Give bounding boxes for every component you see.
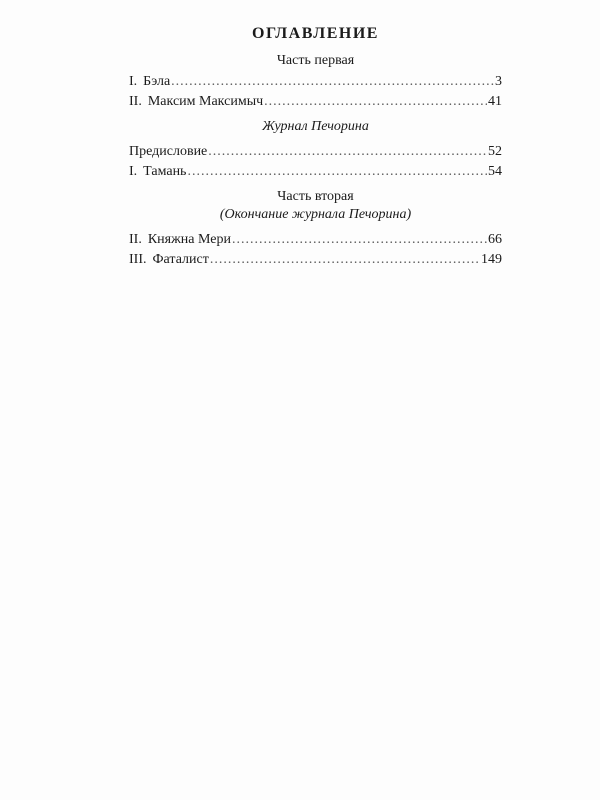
dot-leader (210, 250, 480, 270)
dot-leader (171, 72, 494, 92)
entry-title: Княжна Мери (147, 232, 231, 247)
part-two-subheading: (Окончание журнала Печорина) (219, 207, 412, 222)
entry-number: II. (129, 232, 142, 247)
entry-page-number: 41 (488, 94, 502, 109)
entry-page-number: 149 (481, 252, 502, 267)
entry-title: Бэла (143, 74, 171, 89)
entry-title: Тамань (143, 164, 187, 179)
entry-title: Предисловие (129, 144, 208, 159)
dot-leader (208, 142, 487, 162)
entry-page-number: 66 (488, 232, 502, 247)
entry-page-number: 54 (488, 164, 502, 179)
toc-entry-bela[interactable] (129, 72, 502, 92)
journal-heading: Журнал Печорина (262, 119, 369, 134)
entry-number: I. (129, 164, 138, 179)
entry-page-number: 3 (495, 74, 502, 89)
entry-title: Фаталист (152, 252, 209, 267)
page-title: ОГЛАВЛЕНИЕ (252, 25, 379, 42)
dot-leader (264, 92, 487, 112)
entry-number: I. (129, 74, 138, 89)
dot-leader (187, 162, 487, 182)
part-two-heading: Часть вторая (277, 189, 354, 204)
toc-entry-maksim-maksimych[interactable] (129, 92, 502, 112)
toc-entry-fatalist[interactable] (129, 250, 502, 270)
dot-leader (232, 230, 487, 250)
entry-number: III. (129, 252, 147, 267)
toc-entry-knyazhna-meri[interactable] (129, 230, 502, 250)
entry-title: Максим Максимыч (147, 94, 264, 109)
table-of-contents (129, 24, 502, 270)
toc-entry-taman[interactable] (129, 162, 502, 182)
toc-entry-preface[interactable] (129, 142, 502, 162)
entry-number: II. (129, 94, 142, 109)
part-one-heading: Часть первая (276, 53, 355, 68)
entry-page-number: 52 (488, 144, 502, 159)
